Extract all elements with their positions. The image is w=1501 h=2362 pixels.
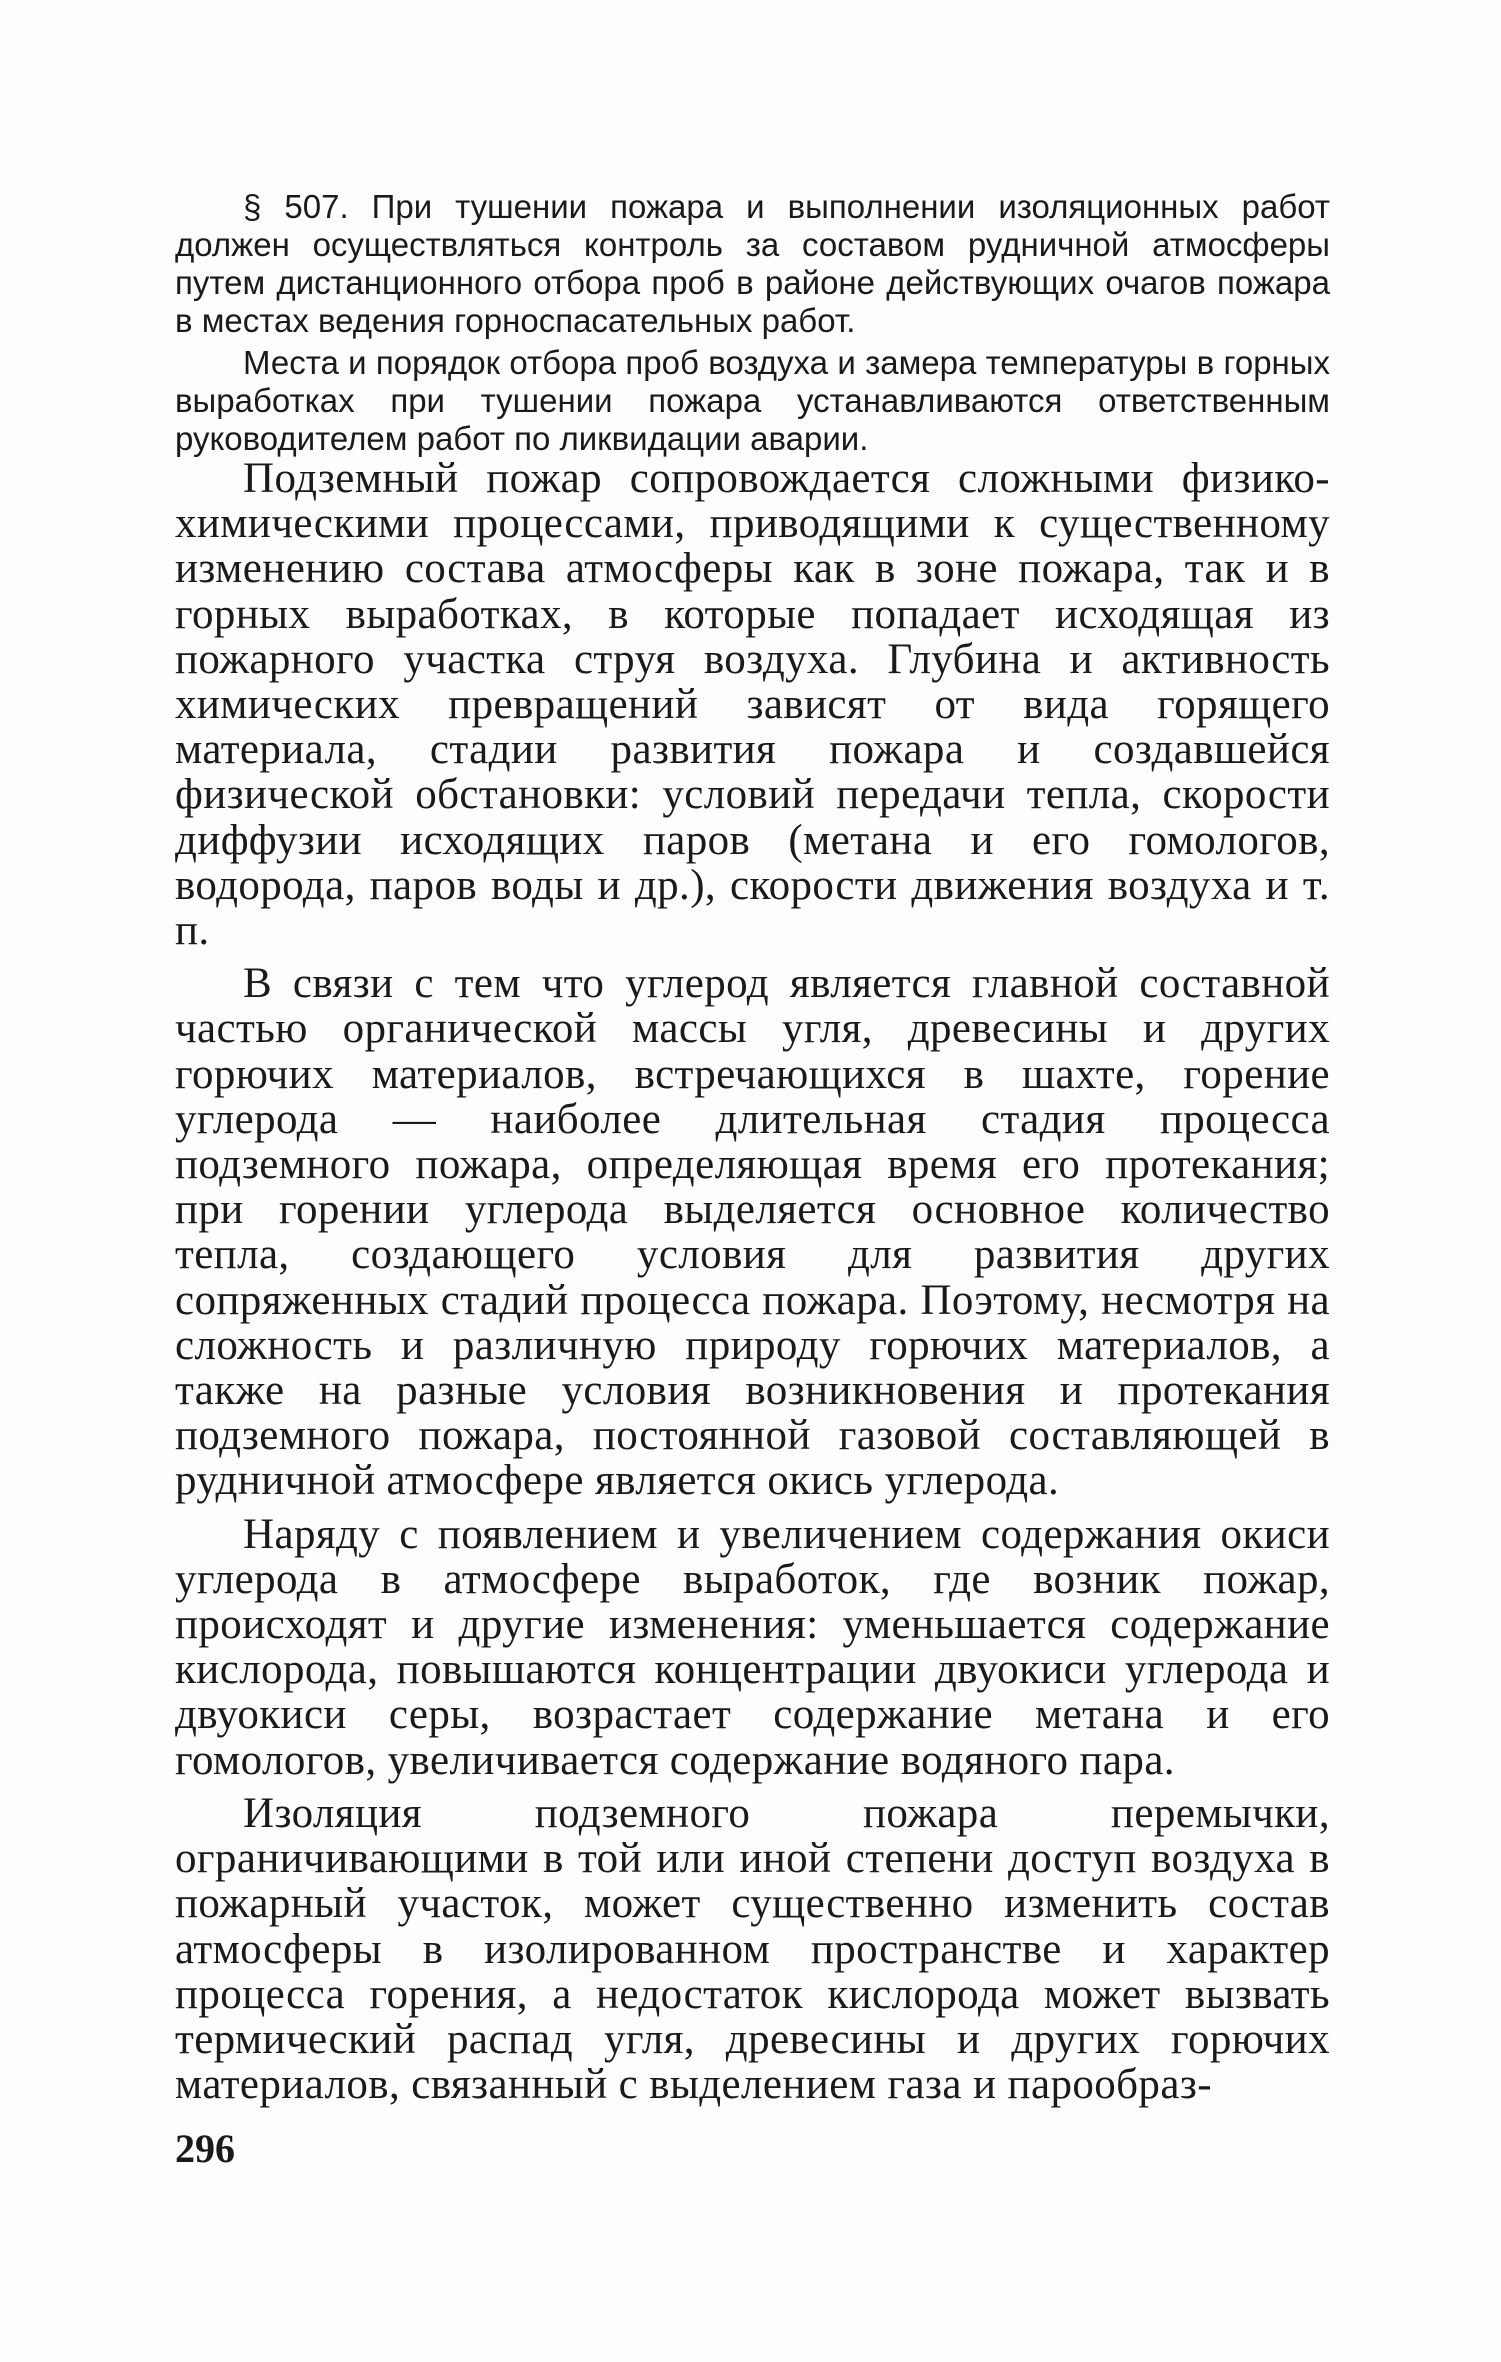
body-paragraph-1: Подземный пожар сопровождается сложными физико-химическими процессами, приводящими к существенному изменению состава атмосферы как в зоне пожара, так и в горных выработках, в которые попадает исходящая из пожарного участка струя воздуха. Глубина и активность химических превращений зависят от вида горящего материала, стадии развития пожара и создавшейся физической обстановки: условий передачи тепла, скорости диффузии исходящих паров (метана и его гомологов, водорода, паров воды и др.), скорости движения воздуха и т. п. <box>175 455 1330 955</box>
regulation-paragraph-1: § 507. При тушении пожара и выполнении изоляционных работ должен осуществляться контроль за составом рудничной атмосферы путем дистанционного отбора проб в районе действующих очагов пожара в местах ведения горноспасательных работ. <box>175 188 1330 339</box>
regulation-paragraph-2: Места и порядок отбора проб воздуха и замера температуры в горных выработках при тушении пожара устанавливаются ответственным руководителем работ по ликвидации аварии. <box>175 344 1330 457</box>
body-paragraph-4: Изоляция подземного пожара перемычки, ограничивающими в той или иной степени доступ воздуха в пожарный участок, может существенно изменить состав атмосферы в изолированном пространстве и характер процесса горения, а недостаток кислорода может вызвать термический распад угля, древесины и других горючих материалов, связанный с выделением газа и парообраз- <box>175 1789 1330 2109</box>
body-paragraph-3: Наряду с появлением и увеличением содержания окиси углерода в атмосфере выработок, где возник пожар, происходят и другие изменения: уменьшается содержание кислорода, повышаются концентрации двуокиси углерода и двуокиси серы, возрастает содержание метана и его гомологов, увеличивается содержание водяного пара. <box>175 1510 1330 1784</box>
page-number: 296 <box>175 2126 235 2171</box>
main-text <box>175 456 1330 2107</box>
regulation-section-507 <box>175 188 1330 458</box>
body-paragraph-2: В связи с тем что углерод является главной составной частью органической массы угля, древесины и других горючих материалов, встречающихся в шахте, горение углерода — наиболее длительная стадия процесса подземного пожара, определяющая время его протекания; при горении углерода выделяется основное количество тепла, создающего условия для развития других сопряженных стадий процесса пожара. Поэтому, несмотря на сложность и различную природу горючих материалов, а также на разные условия возникновения и протекания подземного пожара, постоянной газовой составляющей в рудничной атмосфере является окись углерода. <box>175 960 1330 1505</box>
